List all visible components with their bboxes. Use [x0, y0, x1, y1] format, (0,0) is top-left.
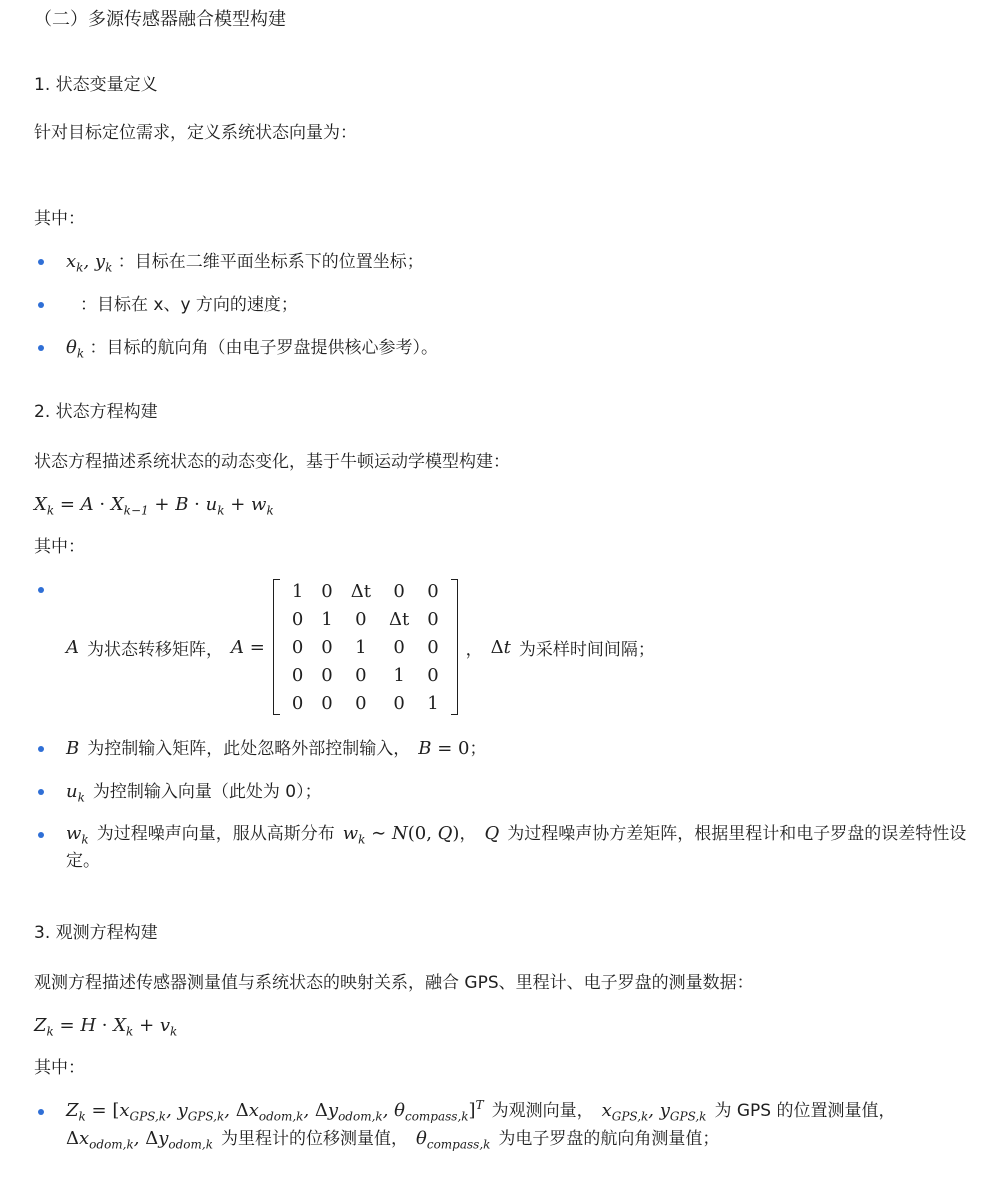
- bullet-icon: [38, 345, 44, 351]
- matrix-cell: 1: [355, 636, 367, 658]
- matrix-cell: 0: [355, 692, 367, 714]
- matrix-cell: 0: [355, 664, 367, 686]
- u-item-text: 为控制输入向量（此处为 0）；: [92, 782, 322, 802]
- matrix-cell: Δt: [388, 608, 410, 630]
- matrix-row: [283, 577, 448, 605]
- matrix-comma: ，: [465, 639, 483, 660]
- subsection-1-where: 其中：: [34, 209, 85, 229]
- math-compass: $\theta_{compass,k}$: [416, 1128, 491, 1152]
- math-u: $u_k$: [66, 781, 85, 805]
- math-B-zero: B = 0: [418, 738, 470, 759]
- math-B: B: [66, 738, 80, 759]
- z-item-a: 为观测向量，: [491, 1101, 594, 1121]
- control-vector-item: [66, 780, 322, 804]
- state-item-velocity-text: ：目标在 x、y 方向的速度；: [80, 295, 298, 315]
- matrix-item-pre: 为状态转移矩阵，: [87, 639, 223, 660]
- w-item-b: ，: [459, 824, 477, 844]
- z-item-b: 为 GPS 的位置测量值，: [714, 1101, 896, 1121]
- z-item-c: 为里程计的位移测量值，: [221, 1129, 408, 1149]
- matrix-row: [283, 633, 448, 661]
- state-item-position: [66, 250, 424, 274]
- matrix-cell: 1: [427, 692, 439, 714]
- matrix-cell: 0: [321, 664, 333, 686]
- matrix-cell: 0: [321, 580, 333, 602]
- matrix-cell: Δt: [350, 580, 371, 602]
- bullet-icon: [38, 832, 44, 838]
- b-item-post: ；: [469, 739, 487, 759]
- bullet-icon: [38, 746, 44, 752]
- matrix-cell: 0: [291, 692, 304, 714]
- math-gps: $x_{GPS,k}$, $y_{GPS,k}$: [601, 1100, 707, 1124]
- bullet-icon: [38, 789, 44, 795]
- state-equation: $X_k = A \cdot X_{k-1} + B \cdot u_k + w_k$: [34, 494, 274, 518]
- matrix-row: [283, 605, 448, 633]
- math-w: $w_k$: [66, 823, 89, 847]
- subsection-3-where: 其中：: [34, 1058, 85, 1078]
- matrix-cell: 0: [393, 636, 405, 658]
- matrix-cell: 0: [321, 692, 333, 714]
- matrix-cell: 0: [355, 608, 367, 630]
- w-item-a: 为过程噪声向量，服从高斯分布: [96, 824, 335, 844]
- subsection-2-title: 2. 状态方程构建: [34, 402, 158, 422]
- z-item-d: 为电子罗盘的航向角测量值；: [498, 1129, 720, 1149]
- state-item-velocity: [66, 293, 298, 317]
- math-A: A: [66, 636, 79, 658]
- matrix-cell: 0: [427, 636, 439, 658]
- math-odom: $\Delta x_{odom,k}$, $\Delta y_{odom,k}$: [66, 1128, 213, 1152]
- matrix-cell: 0: [427, 580, 439, 602]
- b-item-pre: 为控制输入矩阵，此处忽略外部控制输入，: [87, 739, 411, 759]
- math-Q: Q: [484, 823, 500, 844]
- bullet-icon: [38, 587, 44, 593]
- matrix-cell: 0: [427, 608, 439, 630]
- w-item-c: 为过程噪声协方差矩阵，根据里程计和电子罗盘的误差特性设定。: [66, 824, 967, 871]
- matrix-cell: 0: [393, 580, 405, 602]
- subsection-2-where: 其中：: [34, 537, 85, 557]
- math-A-equals: A =: [231, 636, 265, 658]
- matrix-row: [283, 689, 448, 717]
- state-item-position-text: ：目标在二维平面坐标系下的位置坐标；: [117, 252, 424, 272]
- math-Z-vector: $Z_k = [x_{GPS,k}$, $y_{GPS,k}$, $\Delta x_{odom,k}$, $\Delta y_{odom,k}$, $\theta_{compass,k}]^T$: [66, 1098, 484, 1124]
- bullet-icon: [38, 302, 44, 308]
- matrix-row: [283, 661, 448, 689]
- matrix-cell: 1: [321, 608, 333, 630]
- subsection-1-title: 1. 状态变量定义: [34, 75, 158, 95]
- section-heading: （二）多源传感器融合模型构建: [34, 9, 286, 30]
- observation-equation: $Z_k = H \cdot X_k + v_k$: [34, 1015, 178, 1039]
- bullet-icon: [38, 1109, 44, 1115]
- matrix-cell: 0: [291, 608, 304, 630]
- matrix-item-post: 为采样时间间隔；: [518, 639, 655, 660]
- math-delta-t: Δt: [490, 636, 511, 658]
- observation-vector-item: [66, 1097, 971, 1153]
- transition-matrix-item: [66, 572, 655, 722]
- subsection-3-title: 3. 观测方程构建: [34, 923, 158, 943]
- matrix-cell: 0: [321, 636, 333, 658]
- bullet-icon: [38, 259, 44, 265]
- subsection-3-intro: 观测方程描述传感器测量值与系统状态的映射关系，融合 GPS、里程计、电子罗盘的测量数据：: [34, 973, 754, 993]
- transition-matrix: [273, 577, 458, 717]
- matrix-cell: 1: [291, 580, 304, 602]
- subsection-2-intro: 状态方程描述系统状态的动态变化，基于牛顿运动学模型构建：: [34, 452, 510, 472]
- control-matrix-item: [66, 737, 486, 761]
- matrix-cell: 0: [291, 636, 304, 658]
- matrix-cell: 1: [393, 664, 405, 686]
- math-w-dist: $w_k$ ∼ N(0, Q): [342, 823, 460, 847]
- matrix-cell: 0: [291, 664, 304, 686]
- state-item-heading-text: ：目标的航向角（由电子罗盘提供核心参考）。: [89, 338, 439, 358]
- math-heading: $\theta_k$: [66, 337, 85, 361]
- matrix-cell: 0: [393, 692, 405, 714]
- matrix-cell: 0: [427, 664, 439, 686]
- process-noise-item: [66, 820, 971, 875]
- math-position: $x_k$, $y_k$: [66, 251, 113, 275]
- subsection-1-intro: 针对目标定位需求，定义系统状态向量为：: [34, 123, 357, 143]
- state-item-heading: [66, 336, 438, 360]
